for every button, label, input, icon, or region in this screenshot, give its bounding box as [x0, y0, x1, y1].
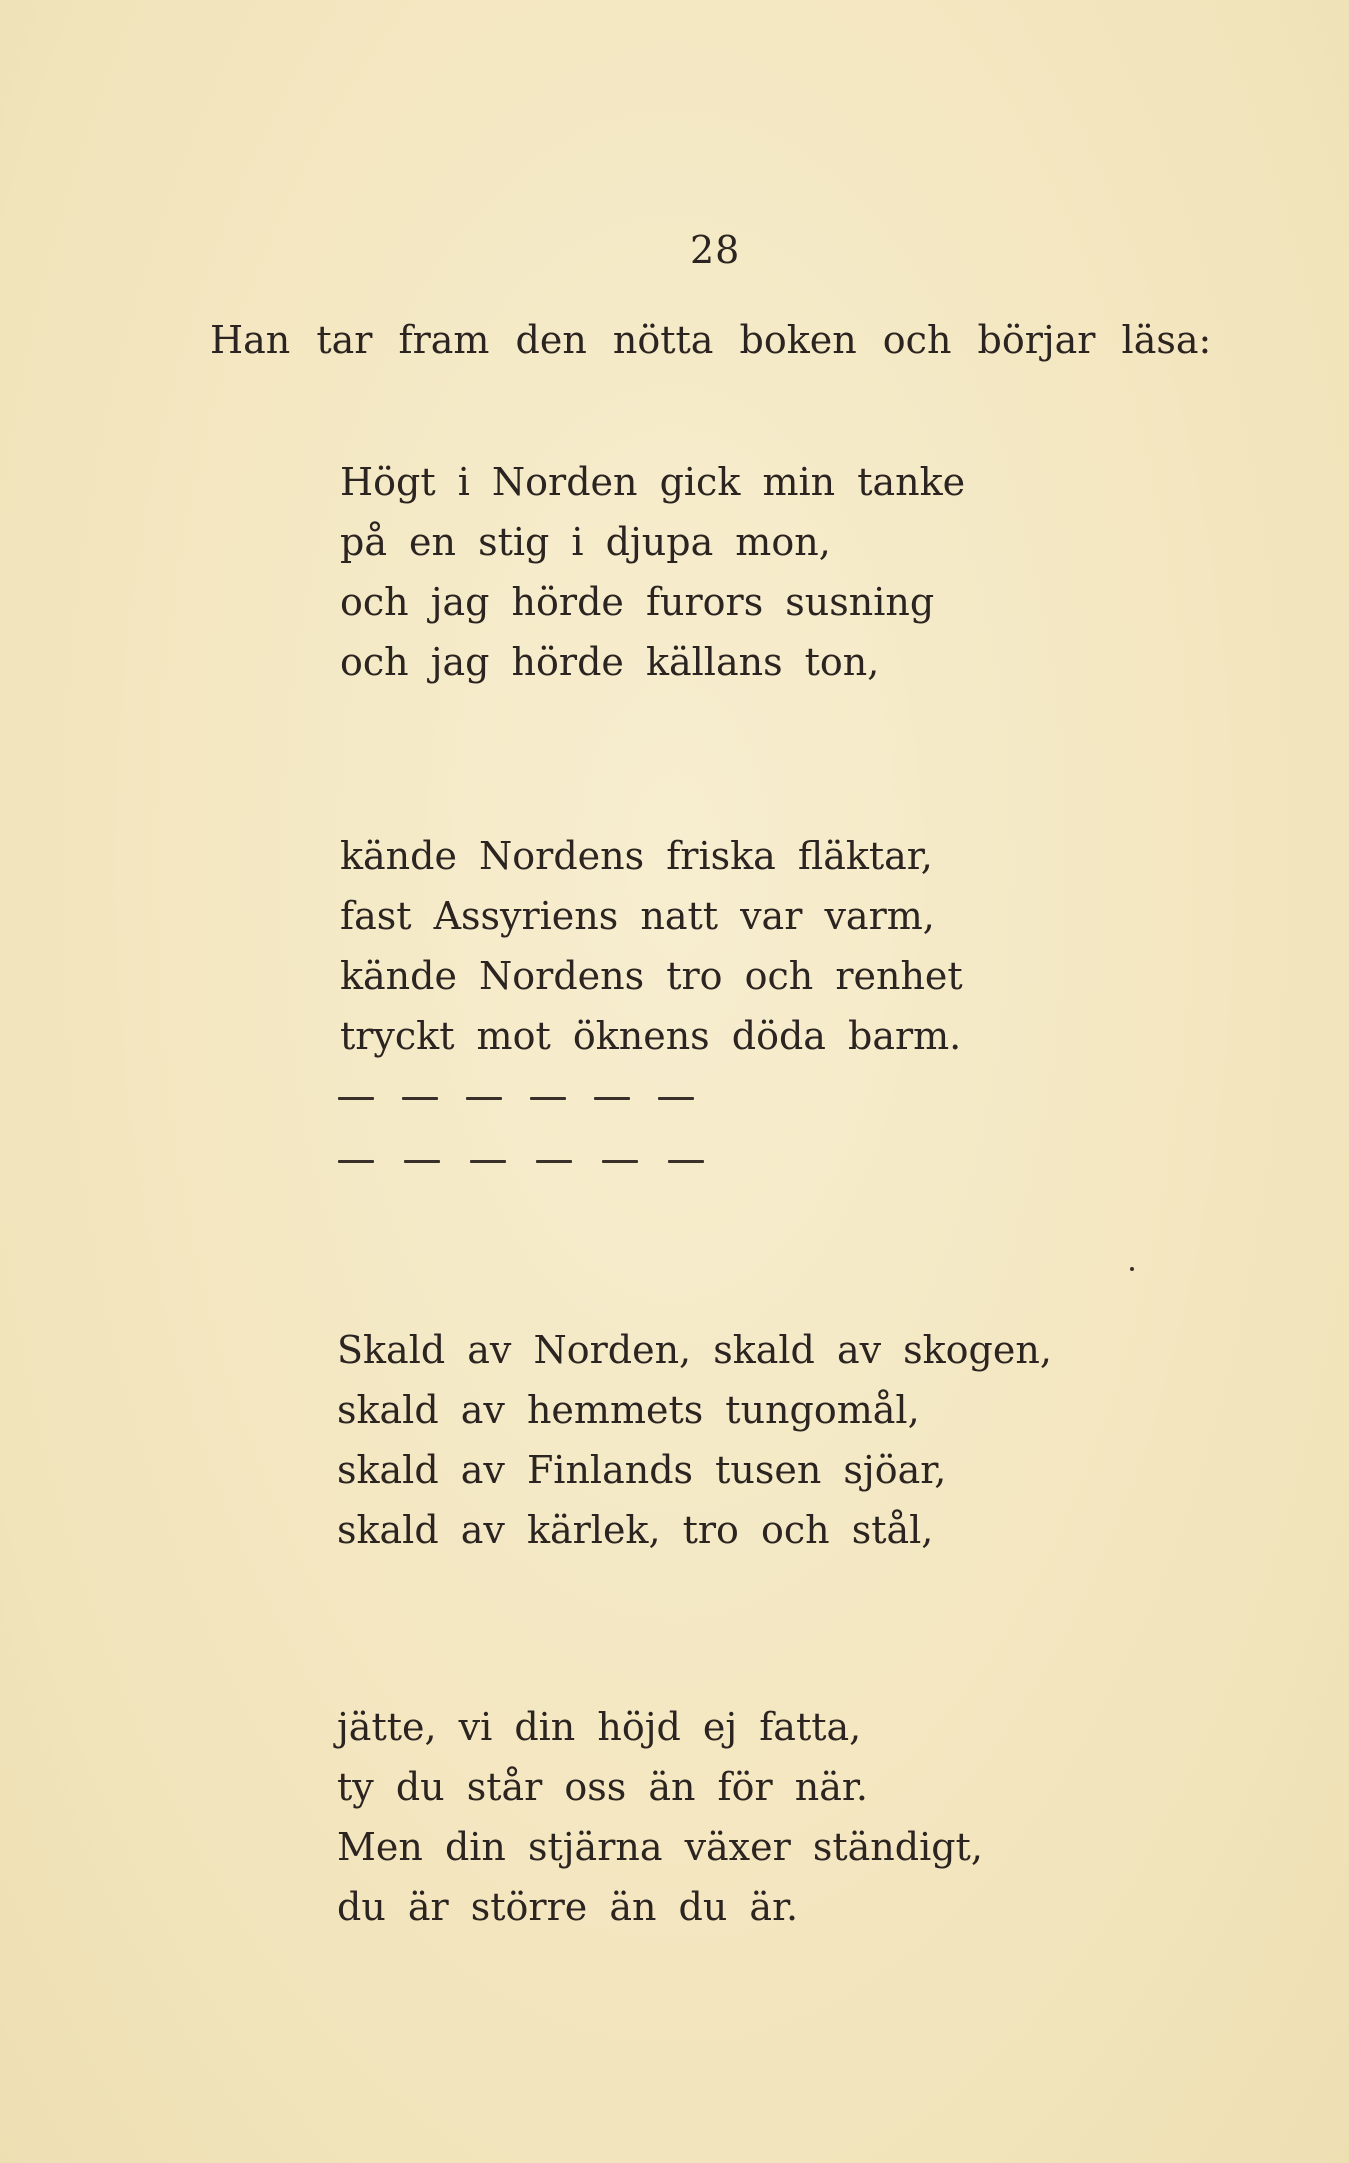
dash — [466, 1097, 502, 1100]
verse-line: skald av hemmets tungomål, — [337, 1388, 920, 1432]
dash-separator — [338, 1097, 694, 1100]
verse-line: skald av kärlek, tro och stål, — [337, 1508, 934, 1552]
dash — [338, 1160, 374, 1163]
dash — [402, 1097, 438, 1100]
dash-separator — [338, 1160, 704, 1163]
stanza-1 — [340, 452, 965, 692]
verse-line: tryckt mot öknens döda barm. — [340, 1014, 962, 1058]
verse-line: Högt i Norden gick min tanke — [340, 460, 966, 504]
ink-speck — [1130, 1267, 1134, 1271]
dash — [594, 1097, 630, 1100]
verse-line: kände Nordens friska fläktar, — [340, 834, 933, 878]
verse-line: Skald av Norden, skald av skogen, — [337, 1328, 1052, 1372]
verse-line: ty du står oss än för när. — [337, 1765, 868, 1809]
dash — [530, 1097, 566, 1100]
stanza-2 — [340, 826, 963, 1066]
dash — [668, 1160, 704, 1163]
verse-line: och jag hörde furors susning — [340, 580, 935, 624]
verse-line: på en stig i djupa mon, — [340, 520, 831, 564]
verse-line: och jag hörde källans ton, — [340, 640, 880, 684]
dash — [404, 1160, 440, 1163]
verse-line: jätte, vi din höjd ej fatta, — [337, 1705, 862, 1749]
intro-line: Han tar fram den nötta boken och börjar läsa: — [210, 318, 1212, 362]
verse-line: fast Assyriens natt var varm, — [340, 894, 935, 938]
stanza-4 — [337, 1697, 983, 1937]
verse-line: kände Nordens tro och renhet — [340, 954, 963, 998]
dash — [658, 1097, 694, 1100]
dash — [536, 1160, 572, 1163]
verse-line: Men din stjärna växer ständigt, — [337, 1825, 983, 1869]
verse-line: skald av Finlands tusen sjöar, — [337, 1448, 947, 1492]
verse-line: du är större än du är. — [337, 1885, 799, 1929]
stanza-3 — [337, 1320, 1052, 1560]
page-number: 28 — [690, 228, 741, 272]
dash — [338, 1097, 374, 1100]
dash — [602, 1160, 638, 1163]
dash — [470, 1160, 506, 1163]
